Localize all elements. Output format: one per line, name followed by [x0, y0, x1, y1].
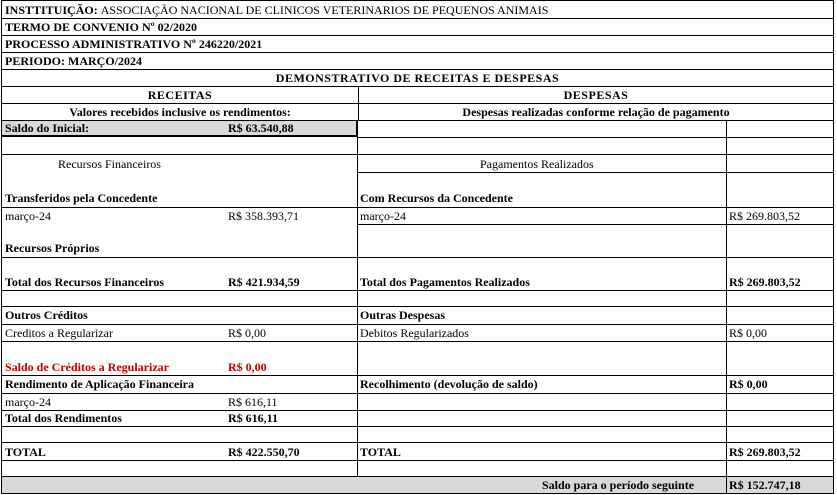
outros-creditos-label: Outros Créditos: [5, 308, 88, 322]
saldo-inicial-label: Saldo do Inicial:: [5, 121, 90, 135]
transferidos-label: Transferidos pela Concedente: [5, 191, 158, 205]
termo-text: TERMO DE CONVENIO Nº 02/2020: [5, 20, 197, 34]
creditos-regularizar-label: Creditos a Regularizar: [5, 326, 113, 340]
rendimento-month: março-24: [5, 395, 51, 409]
total-recursos-value: R$ 421.934,59: [228, 275, 300, 289]
periodo-row: [1, 53, 834, 70]
receitas-subheading: Valores recebidos inclusive os rendimentos:: [69, 105, 291, 119]
recolhimento-label: Recolhimento (devolução de saldo): [360, 377, 538, 391]
processo-row: [1, 36, 834, 53]
termo-row: [1, 19, 834, 36]
despesas-total-value: R$ 269.803,52: [729, 444, 801, 459]
saldo-creditos-label: Saldo de Créditos a Regularizar: [5, 360, 169, 374]
rendimento-label: Rendimento de Aplicação Financeira: [5, 377, 194, 391]
pagamentos-realizados-label: Pagamentos Realizados: [480, 157, 594, 171]
statement-title: DEMONSTRATIVO DE RECEITAS E DESPESAS: [275, 71, 560, 85]
processo-text: PROCESSO ADMINISTRATIVO Nº 246220/2021: [5, 37, 263, 51]
total-pagamentos-label: Total dos Pagamentos Realizados: [360, 275, 530, 289]
institution-row: [1, 0, 834, 19]
section-heading-row: [1, 87, 834, 104]
com-recursos-month: março-24: [360, 209, 406, 223]
saldo-seguinte-label: Saldo para o período seguinte: [542, 478, 695, 492]
total-rendimentos-value: R$ 616,11: [228, 411, 279, 425]
despesas-heading: DESPESAS: [563, 88, 629, 102]
periodo-text: PERIODO: MARÇO/2024: [5, 54, 142, 68]
debitos-value: R$ 0,00: [729, 326, 768, 340]
total-pagamentos-value: R$ 269.803,52: [729, 275, 801, 289]
com-recursos-value: R$ 269.803,52: [729, 209, 801, 223]
title-row: [1, 70, 834, 87]
receitas-total-value: R$ 422.550,70: [228, 444, 300, 459]
saldo-creditos-value: R$ 0,00: [228, 360, 267, 374]
outras-despesas-label: Outras Despesas: [360, 308, 446, 322]
despesas-subheading: Despesas realizadas conforme relação de pagamento: [462, 105, 730, 119]
transferidos-value: R$ 358.393,71: [228, 209, 300, 223]
recursos-proprios-label: Recursos Próprios: [5, 241, 100, 255]
saldo-inicial-value: R$ 63.540,88: [228, 121, 294, 135]
statement-body: [1, 121, 834, 494]
transferidos-month: março-24: [5, 209, 51, 223]
debitos-label: Debitos Regularizados: [360, 326, 469, 340]
despesas-total-label: TOTAL: [360, 444, 401, 459]
recolhimento-value: R$ 0,00: [729, 377, 768, 391]
saldo-seguinte-row: [2, 477, 833, 493]
saldo-seguinte-value: R$ 152.747,18: [729, 478, 801, 492]
creditos-regularizar-value: R$ 0,00: [228, 326, 267, 340]
recursos-financeiros-label: Recursos Financeiros: [58, 157, 161, 171]
total-recursos-label: Total dos Recursos Financeiros: [5, 275, 165, 289]
receitas-total-label: TOTAL: [5, 444, 46, 459]
receitas-heading: RECEITAS: [147, 88, 213, 102]
rendimento-value: R$ 616,11: [228, 395, 278, 409]
subheading-row: [1, 104, 834, 121]
total-rendimentos-label: Total dos Rendimentos: [5, 411, 122, 425]
statement-sheet: [1, 0, 834, 494]
saldo-inicial-box: [2, 121, 358, 137]
com-recursos-label: Com Recursos da Concedente: [360, 191, 513, 205]
institution-name: ASSOCIAÇÃO NACIONAL DE CLINICOS VETERINARIOS DE PEQUENOS ANIMAIS: [100, 2, 549, 17]
institution-label: INSTTITUIÇÃO:: [5, 2, 98, 17]
